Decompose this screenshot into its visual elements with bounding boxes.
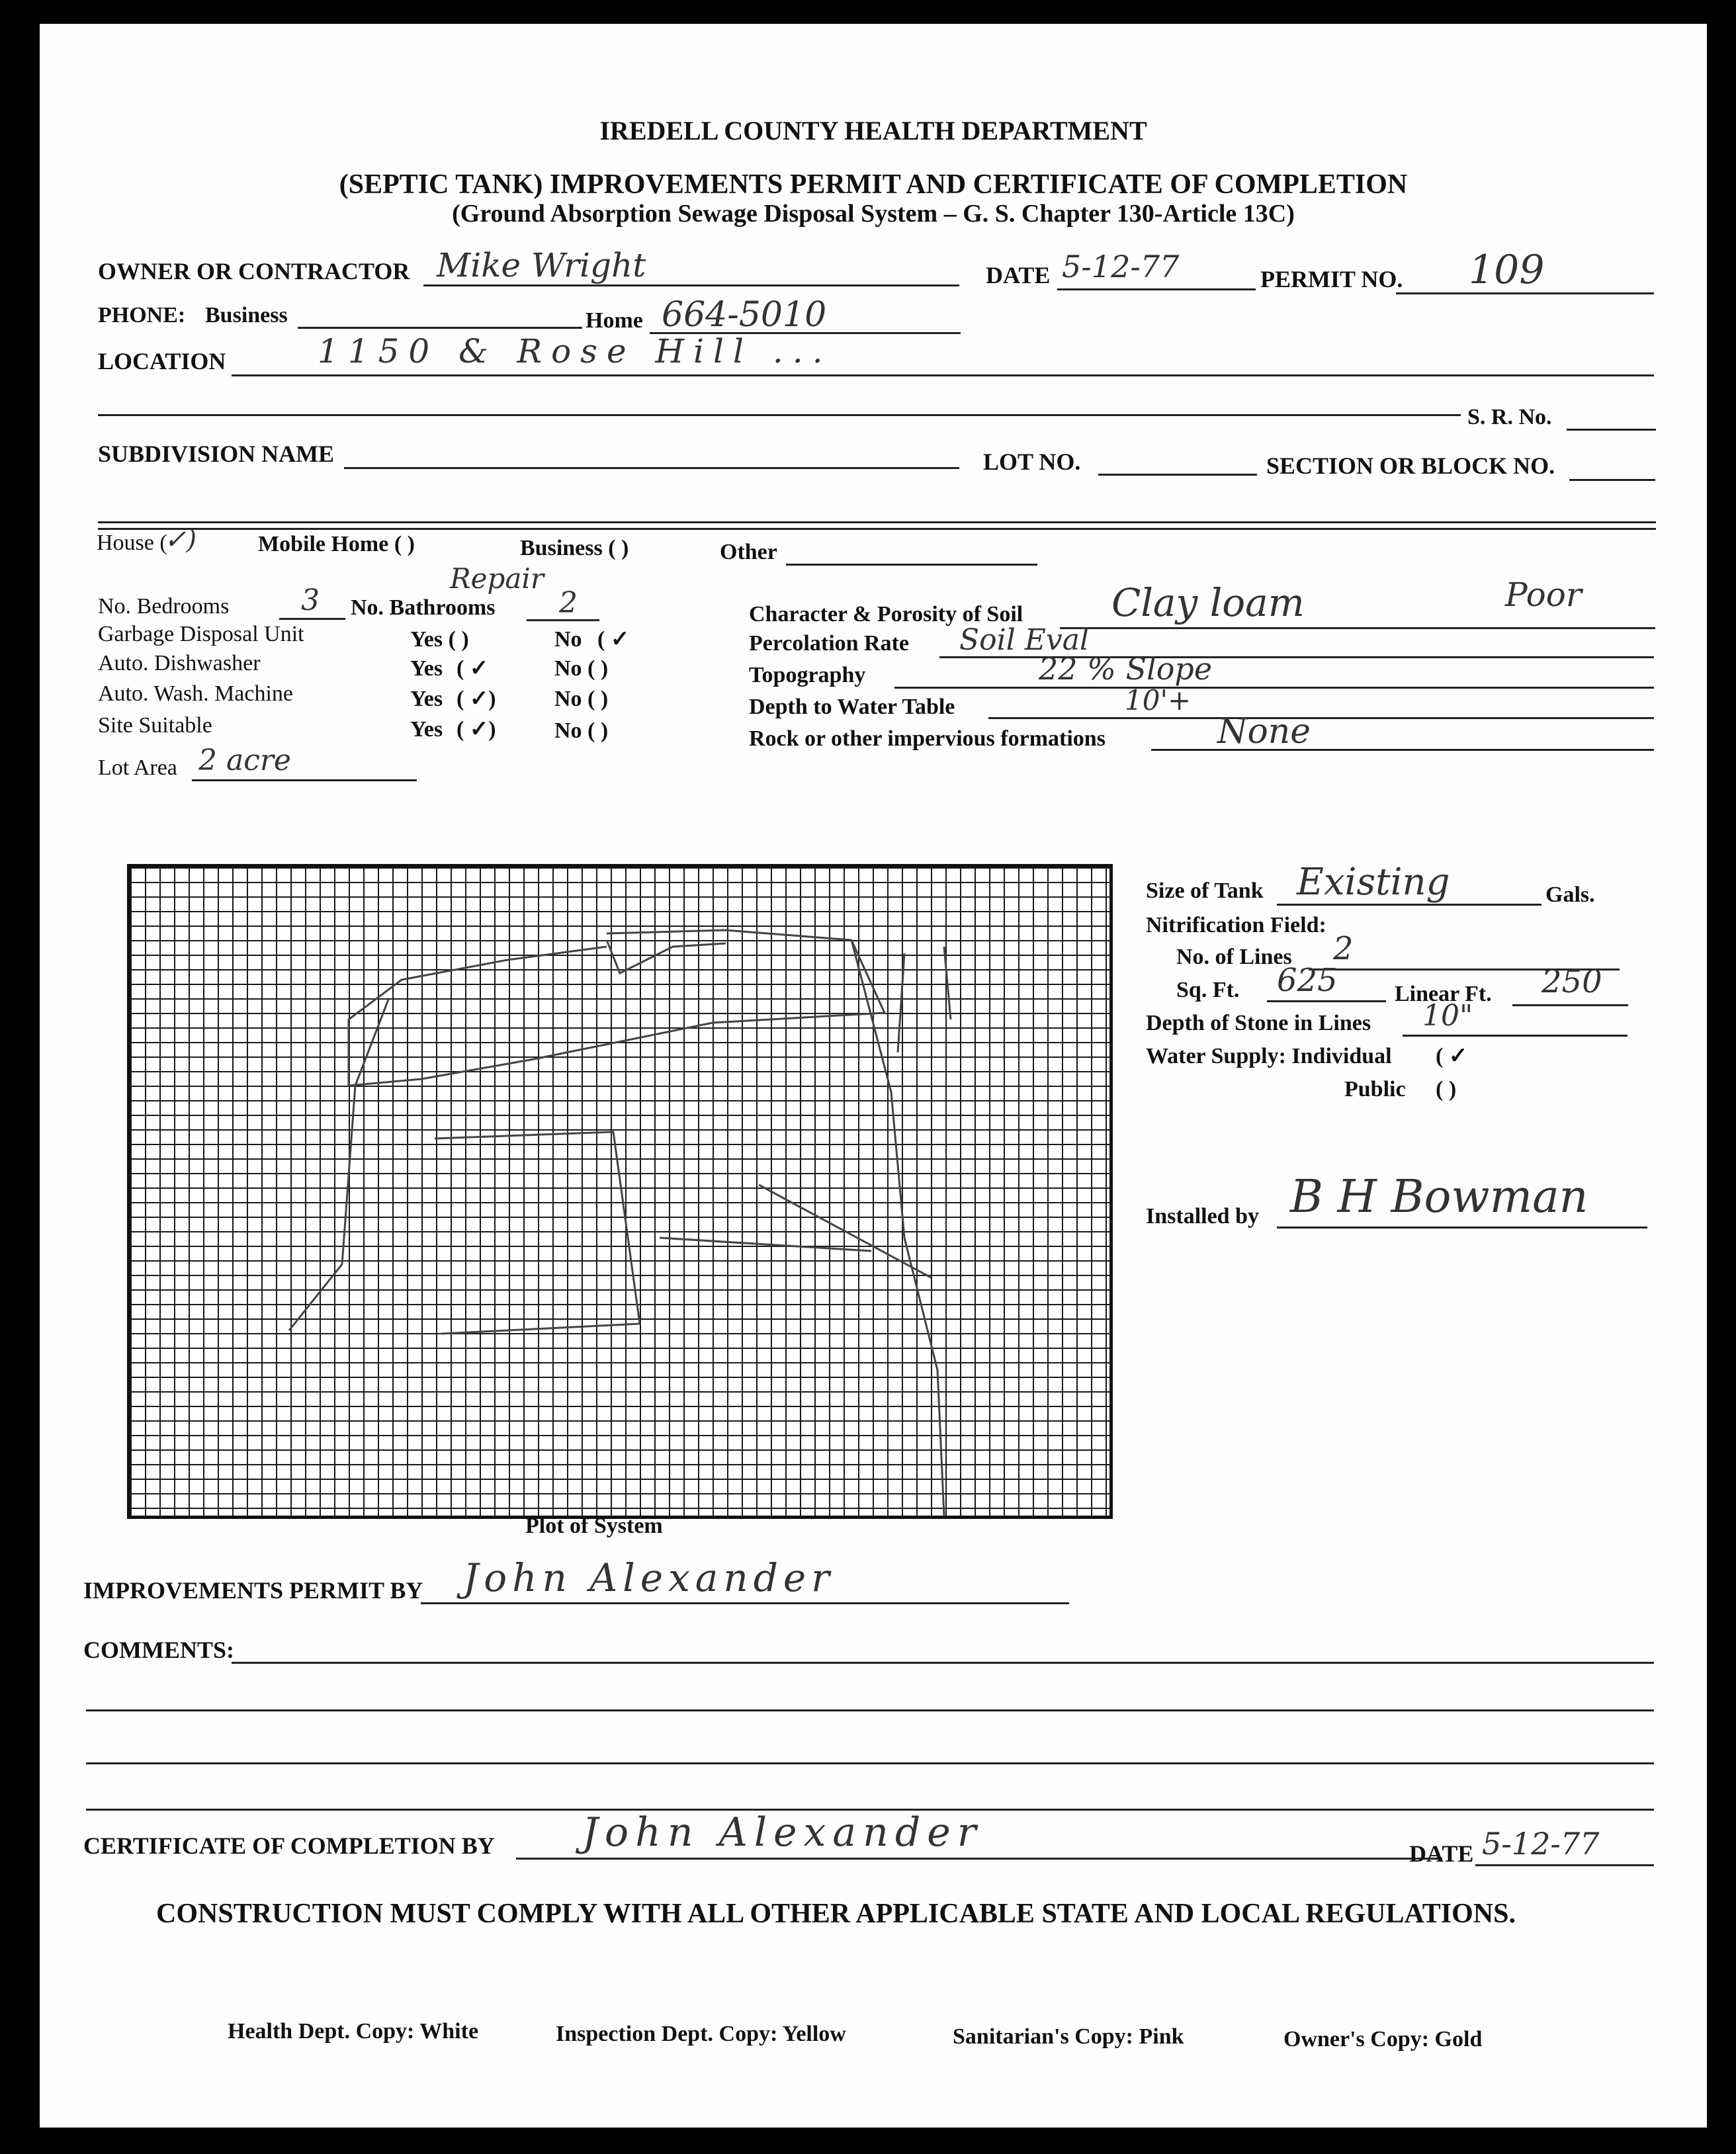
divider-top bbox=[98, 521, 1656, 523]
installed-by-label: Installed by bbox=[1146, 1204, 1259, 1228]
lot-no-line bbox=[1098, 474, 1257, 476]
owner-label: OWNER OR CONTRACTOR bbox=[98, 258, 410, 284]
permit-no-label: PERMIT NO. bbox=[1260, 266, 1403, 292]
date-value: 5-12-77 bbox=[1062, 249, 1180, 284]
form-subtitle: (Ground Absorption Sewage Disposal System – G. S. Chapter 130-Article 13C) bbox=[452, 200, 1295, 228]
wash-machine-label: Auto. Wash. Machine bbox=[98, 681, 294, 706]
rock-label: Rock or other impervious formations bbox=[749, 726, 1106, 751]
water-public-label: Public bbox=[1344, 1077, 1406, 1101]
permit-by-line bbox=[421, 1602, 1069, 1604]
topo-line bbox=[894, 687, 1654, 689]
wash-machine-no: No ( ) bbox=[554, 687, 609, 711]
water-table-value: 10'+ bbox=[1125, 684, 1192, 716]
other-line bbox=[786, 564, 1037, 566]
lines-label: No. of Lines bbox=[1176, 945, 1292, 969]
form-title: (SEPTIC TANK) IMPROVEMENTS PERMIT AND CERTIFICATE OF COMPLETION bbox=[339, 169, 1408, 200]
comments-line-2 bbox=[86, 1709, 1654, 1711]
cert-date-label: DATE bbox=[1409, 1840, 1474, 1867]
rock-value: None bbox=[1217, 712, 1311, 752]
lot-area-value: 2 acre bbox=[198, 744, 291, 777]
sqft-label: Sq. Ft. bbox=[1176, 978, 1240, 1002]
garbage-label: Garbage Disposal Unit bbox=[98, 622, 304, 646]
stone-label: Depth of Stone in Lines bbox=[1146, 1011, 1371, 1035]
installed-by-line bbox=[1277, 1227, 1647, 1228]
bedrooms-line bbox=[279, 618, 345, 620]
lines-value: 2 bbox=[1333, 930, 1354, 967]
dishwasher-no: No ( ) bbox=[554, 656, 609, 681]
date-line bbox=[1057, 288, 1256, 290]
cert-date-value: 5-12-77 bbox=[1482, 1826, 1600, 1862]
dishwasher-yes-label: Yes bbox=[410, 656, 443, 681]
site-suitable-label: Site Suitable bbox=[98, 713, 212, 738]
sqft-value: 625 bbox=[1277, 962, 1338, 999]
topo-label: Topography bbox=[749, 663, 866, 687]
location-line bbox=[232, 374, 1654, 376]
permit-by-value: John Alexander bbox=[463, 1555, 835, 1600]
repair-note: Repair bbox=[450, 562, 544, 595]
phone-label: PHONE: bbox=[98, 303, 186, 327]
permit-form bbox=[40, 24, 1707, 2128]
perc-label: Percolation Rate bbox=[749, 631, 910, 656]
installed-by-value: B H Bowman bbox=[1290, 1171, 1588, 1223]
home-phone-label: Home bbox=[586, 308, 643, 333]
cert-date-line bbox=[1475, 1864, 1654, 1866]
water-table-label: Depth to Water Table bbox=[749, 695, 955, 719]
owner-value: Mike Wright bbox=[437, 246, 646, 284]
plot-grid bbox=[127, 864, 1113, 1519]
wash-machine-yes-checked: ( ✓) bbox=[456, 687, 496, 711]
subdivision-label: SUBDIVISION NAME bbox=[98, 441, 335, 467]
site-suitable-yes-checked: ( ✓) bbox=[456, 717, 496, 742]
business-type-label: Business ( ) bbox=[520, 536, 629, 560]
tank-size-value: Existing bbox=[1297, 861, 1450, 904]
stone-line bbox=[1403, 1035, 1628, 1037]
copy-health: Health Dept. Copy: White bbox=[228, 2019, 479, 2044]
cert-by-label: CERTIFICATE OF COMPLETION BY bbox=[83, 1832, 495, 1859]
dishwasher-yes-checked: ( ✓ bbox=[456, 656, 489, 681]
permit-by-label: IMPROVEMENTS PERMIT BY bbox=[83, 1577, 423, 1604]
water-table-line bbox=[988, 717, 1654, 719]
copy-owner: Owner's Copy: Gold bbox=[1283, 2027, 1483, 2051]
bathrooms-value: 2 bbox=[559, 586, 578, 620]
tank-size-label: Size of Tank bbox=[1146, 879, 1264, 903]
linear-label: Linear Ft. bbox=[1395, 982, 1492, 1006]
site-suitable-yes-label: Yes bbox=[410, 717, 443, 742]
site-suitable-no: No ( ) bbox=[554, 718, 609, 743]
soil-value-2: Poor bbox=[1505, 576, 1582, 614]
location-value: 1150 & Rose Hill ... bbox=[318, 332, 832, 370]
cert-by-value: John Alexander bbox=[582, 1809, 983, 1856]
subdivision-line bbox=[344, 467, 959, 469]
other-label: Other bbox=[720, 540, 777, 564]
comments-label: COMMENTS: bbox=[83, 1637, 234, 1663]
water-supply-label: Water Supply: Individual bbox=[1146, 1044, 1392, 1068]
house-label: House ( bbox=[97, 531, 167, 555]
gals-label: Gals. bbox=[1545, 883, 1595, 907]
tank-size-line bbox=[1277, 904, 1541, 906]
garbage-no-label: No bbox=[554, 627, 582, 652]
sr-no-label: S. R. No. bbox=[1467, 405, 1552, 429]
sr-no-line bbox=[1567, 429, 1656, 431]
soil-line bbox=[1060, 627, 1655, 629]
water-public-paren: ( ) bbox=[1436, 1077, 1457, 1101]
stone-value: 10" bbox=[1422, 999, 1473, 1033]
lot-area-line bbox=[192, 779, 417, 781]
water-individual-checked: ( ✓ bbox=[1436, 1044, 1468, 1068]
location-label: LOCATION bbox=[98, 348, 226, 374]
soil-label: Character & Porosity of Soil bbox=[749, 602, 1023, 626]
wash-machine-yes-label: Yes bbox=[410, 687, 443, 711]
section-block-label: SECTION OR BLOCK NO. bbox=[1266, 452, 1555, 479]
owner-line bbox=[423, 284, 959, 286]
linear-value: 250 bbox=[1541, 963, 1602, 1000]
home-phone-value: 664-5010 bbox=[662, 295, 827, 335]
section-block-line bbox=[1569, 479, 1655, 481]
garbage-yes: Yes ( ) bbox=[410, 627, 469, 652]
copy-sanitarian: Sanitarian's Copy: Pink bbox=[953, 2024, 1184, 2049]
house-check: ✓) bbox=[164, 525, 197, 555]
soil-value-1: Clay loam bbox=[1111, 580, 1305, 625]
linear-line bbox=[1512, 1004, 1628, 1006]
divider-bottom bbox=[98, 528, 1656, 530]
bedrooms-label: No. Bedrooms bbox=[98, 594, 230, 619]
business-phone-label: Business bbox=[205, 303, 288, 327]
lot-no-label: LOT NO. bbox=[983, 449, 1081, 475]
perc-value: Soil Eval bbox=[959, 623, 1090, 657]
sqft-line bbox=[1267, 1000, 1386, 1002]
location-line-2 bbox=[98, 414, 1461, 416]
comments-line-3 bbox=[86, 1762, 1654, 1764]
topo-value: 22 % Slope bbox=[1039, 651, 1213, 687]
date-label: DATE bbox=[986, 262, 1051, 288]
bathrooms-label: No. Bathrooms bbox=[351, 595, 496, 620]
plot-caption: Plot of System bbox=[525, 1514, 663, 1538]
department-name: IREDELL COUNTY HEALTH DEPARTMENT bbox=[599, 116, 1147, 146]
comments-line-1 bbox=[232, 1662, 1654, 1664]
plot-sketch bbox=[130, 867, 1109, 1516]
permit-no-value: 109 bbox=[1469, 247, 1545, 293]
business-phone-line bbox=[298, 327, 582, 329]
copy-inspection: Inspection Dept. Copy: Yellow bbox=[556, 2022, 846, 2046]
garbage-no-checked: ( ✓ bbox=[597, 627, 630, 652]
bedrooms-value: 3 bbox=[301, 583, 320, 617]
mobile-home-label: Mobile Home ( ) bbox=[258, 532, 415, 556]
nitrification-label: Nitrification Field: bbox=[1146, 913, 1326, 937]
lot-area-label: Lot Area bbox=[98, 755, 177, 780]
compliance-statement: CONSTRUCTION MUST COMPLY WITH ALL OTHER APPLICABLE STATE AND LOCAL REGULATIONS. bbox=[156, 1899, 1516, 1929]
dishwasher-label: Auto. Dishwasher bbox=[98, 651, 261, 675]
cert-by-line bbox=[516, 1858, 1442, 1860]
